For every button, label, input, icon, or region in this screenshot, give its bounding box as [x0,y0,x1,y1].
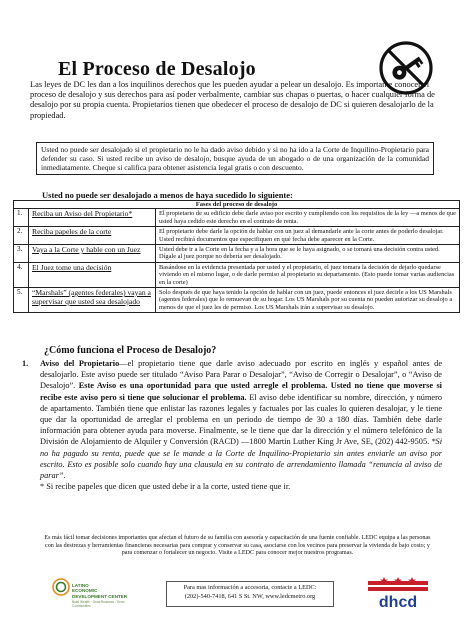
step-number: 1. [22,359,29,368]
stage-link[interactable]: El Juez tome una decisión [32,262,112,272]
row-description: El propietario de su edificio debe darle aviso por escrito y cumpliendo con los requisitos de la ley —a menos de que usted haya cedido este derecho en el contrato de renta. [156,209,460,227]
table-header: Fases del proceso de desalojo [14,201,460,209]
contact-line-1: Para mas información a accesoria, contacte a LEDC: [183,584,317,591]
table-row [14,262,460,287]
row-description: El propietario debe darle la opción de hablar con un juez al demandarle ante la corte antes de poderlo desalojar. Usted recibirá documentos que especifiquen en qué fecha debe aparecer en la Corte. [156,227,460,245]
dhcd-logo [362,577,434,611]
lecd-line: LATINO [72,583,89,588]
stage-link[interactable]: Reciba papeles de la corte [32,227,112,237]
row-stage [29,288,156,313]
lecd-line: DEVELOPMENT CENTER [72,593,128,599]
lecd-logo [52,578,138,612]
lecd-name [72,583,127,599]
section-title: ¿Cómo funciona el Proceso de Desalojo? [44,345,217,356]
stage-link[interactable]: Vaya a la Corte y hable con un Juez [32,245,141,255]
lecd-tagline: Build Wealth · Grow Business · Grow Communities [72,600,125,608]
page-title: El Proceso de Desalojo [58,58,256,80]
step-1 [22,358,442,492]
table-row [14,209,460,227]
row-number: 3. [14,245,29,263]
row-number: 4. [14,262,29,287]
contact-line-2[interactable]: (202)-540-7418, 641 S St. NW, www.ledcmetro.org [184,592,316,600]
phases-table [13,200,460,313]
table-row [14,245,460,263]
step-paragraph-2: El aviso debe identificar su nombre, dirección, y número de apartamento. También tiene que enlistar las razones legales y factuales por las cuales lo quieren desalojar, y le tiene que dar la oportunidad de arreglar el problema en un periodo de tiempo de 30 a 180 días. También debe darle información para obtener ayuda para moverse. Finalmente, se le tiene que dar la dirección y el número telefónico de la División de Alojamiento de Alquiler y Conversión (RACD) —1800 Martin Luther King Jr Ave, SE, (202) 442-9505. [40,392,443,447]
footer-note: Es más fácil tomar decisiones importantes que afectan el futuro de su familia con asesoría y capacitación de una fuente confiable. LEDC equipa a las personas con las destrezas y herramientas financieras necesarias para comprar y conservar su casa, asociarse con los vecinos para preservar la vivienda de bajo costo; y para comenzar o fortalecer un negocio. Visite a LEDC para conocer mejor nuestros programas. [44,535,431,557]
subheading: Usted no puede ser desalojado a menos de haya sucedido lo siguiente: [42,190,293,200]
row-stage [29,262,156,287]
lecd-line: ECONOMIC [72,588,98,594]
step-paragraph-1: —el propietario tiene que darle aviso adecuado por escrito en inglés y español antes de desalojarlo. Este aviso puede ser titulado “Aviso Para Parar o Desalojar”, “Aviso de Corregir o Desalojar”, o “Aviso de Desalojo”. [40,359,442,391]
table-row [14,227,460,245]
lecd-circle-icon [52,578,70,596]
step-lead: Aviso del Propietario [40,359,120,368]
intro-paragraph: Las leyes de DC les dan a los inquilinos derechos que les pueden ayudar a pelear un desalojo. Es importante conocer el proceso de desalojo y sus derechos para así poder verbalmente, cambiar sus chapas o puertas, o hacer cualquier forma de desalojo por su propia cuenta. Propietarios tienen que obedecer el proceso de desalojo de DC si quieren desalojarlo de la propiedad. [30,80,435,120]
stage-link[interactable]: “Marshals” (agentes federales) vayan a supervisar que usted sea desalojado [32,288,151,306]
table-row [14,288,460,313]
row-number: 2. [14,227,29,245]
stage-link[interactable]: Reciba un Aviso del Propietario* [32,209,133,219]
step-italic-note: *Si no ha pagado su renta, puede que se le mande a la Corte de Inquilino-Propietario sin antes enviarle un aviso por escrito. Esto es posible solo cuando hay una clausula en su contrato de arrendamiento llamada “renuncia al aviso de parar”. [40,437,442,481]
row-description: Solo después de que haya tenido la opción de hablar con un juez, puede entonces el juez decirle a los US Marshals (agentes federales) que lo remuevan de su hogar. Los US Marshals por su cuenta no pueden autorizar su desalojo a menos de que el juez les de permiso. Los US Marshals irán a supervisar su desalojo. [156,288,460,313]
step-text [40,358,442,492]
row-stage [29,245,156,263]
row-description: Basándose en la evidencia presentada por usted y el propietario, el juez tomara la decisión de dejarlo quedarse viviendo en el mismo lugar, o de darle permiso al propietario su departamento. (Esto puede tomar varias audiencias en la corte) [156,262,460,287]
row-number: 1. [14,209,29,227]
row-description: Usted debe ir a la Corte en la fecha y a la hora que se le haya asignado, o se tomará una decisión contra usted. Dígale al juez porque no debería ser desalojado. [156,245,460,263]
row-number: 5. [14,288,29,313]
contact-box [166,581,334,607]
step-bold-text: Este Aviso es una oportunidad para que usted arregle el problema. Usted no tiene que moverse si recibe este aviso pero si tiene que solucionar el problema. [40,381,442,402]
notice-box: Usted no puede ser desalojado si el propietario no le ha dado aviso debido y si no ha ido a la Corte de Inquilino-Propietario para defender su caso. Si usted recibe un aviso de desalojo, busque ayuda de un abogado o de una organización de la comunidad inmediatamente. Cheque si califica para obtener asistencia legal gratis o con descuento. [36,142,434,175]
row-stage [29,227,156,245]
row-stage [29,209,156,227]
dhcd-text: dhcd [378,594,418,611]
step-paragraph-3: * Si recibe papeles que dicen que usted debe ir a la corte, usted tiene que ir. [40,482,291,492]
